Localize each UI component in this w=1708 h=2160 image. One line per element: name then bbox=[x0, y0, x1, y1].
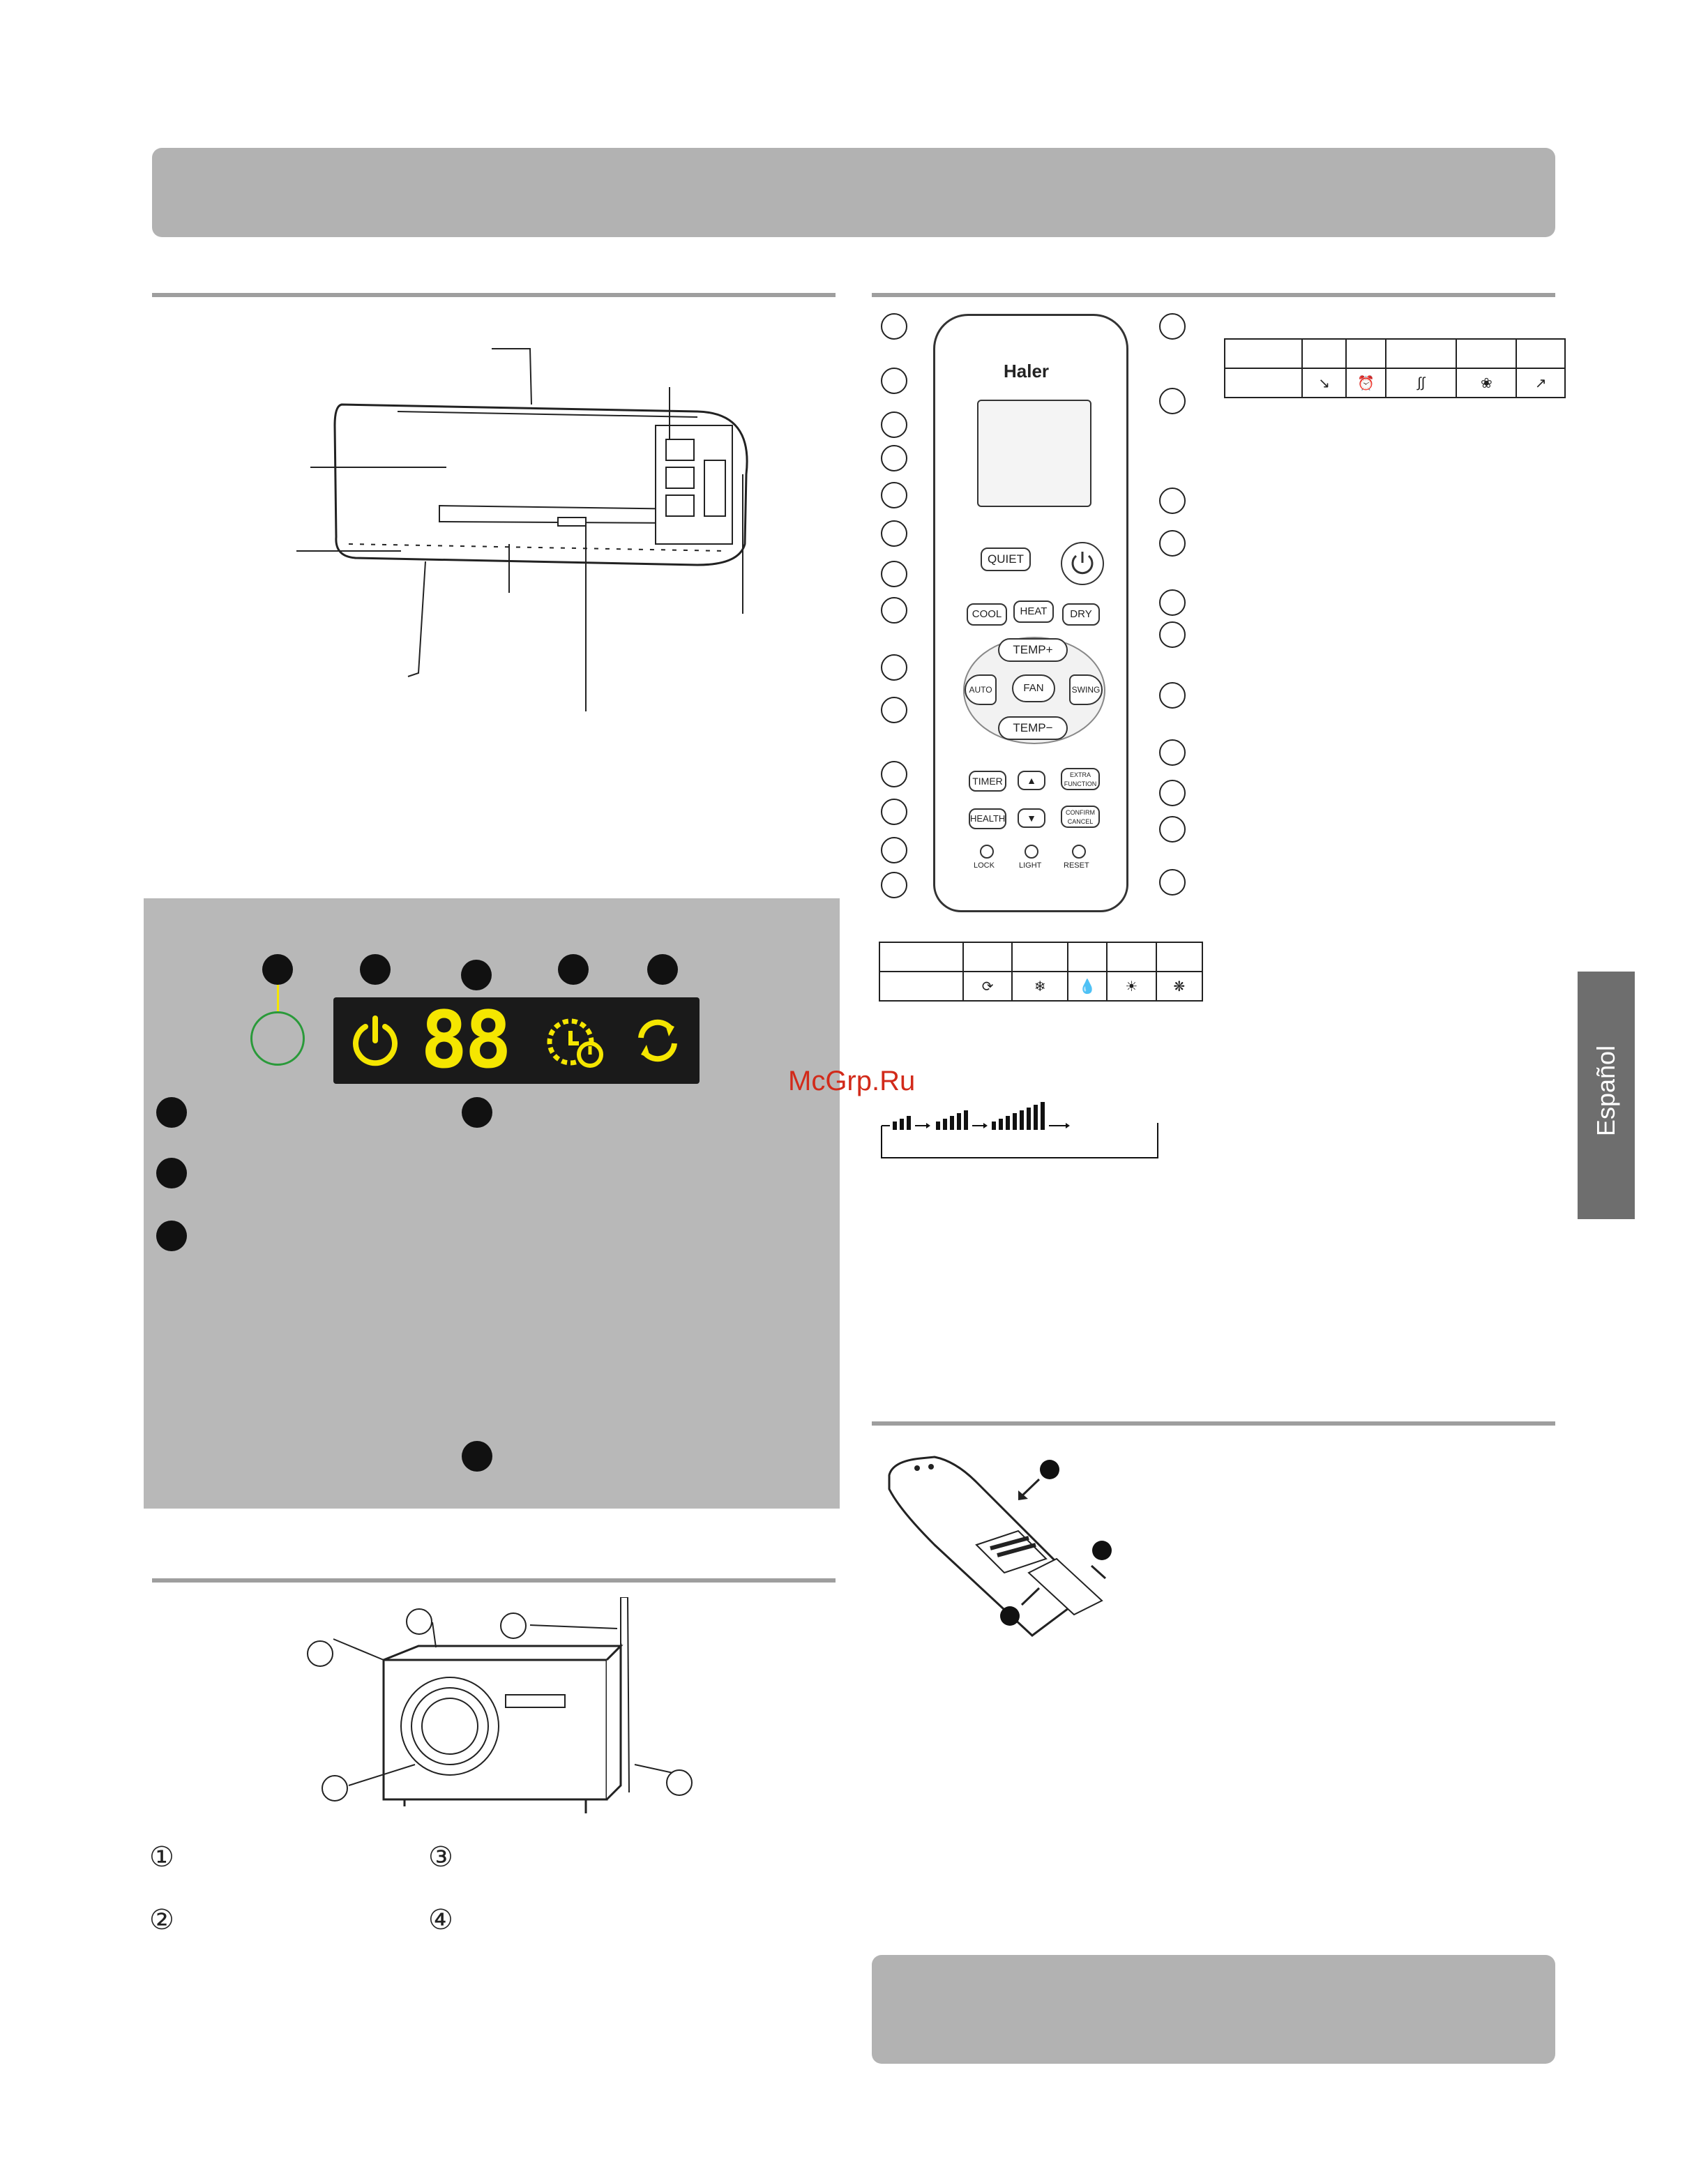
section-rule-battery bbox=[872, 1421, 1555, 1426]
remote-lcd bbox=[977, 400, 1091, 507]
auto-button[interactable]: AUTO bbox=[965, 674, 997, 705]
callout-circle bbox=[1159, 682, 1186, 709]
sleep-icon: ↘ bbox=[1302, 368, 1347, 398]
auto-mode-icon: ⟳ bbox=[963, 972, 1012, 1001]
side-tab-label: Español bbox=[1592, 1045, 1620, 1137]
callout-circle bbox=[1159, 388, 1186, 414]
up-arrow-button[interactable]: ▲ bbox=[1018, 771, 1045, 790]
extra-function-icon-table bbox=[1224, 338, 1566, 398]
callout-circle bbox=[881, 654, 907, 681]
mode-icon-table bbox=[879, 942, 1203, 1002]
callout-circle bbox=[1159, 313, 1186, 340]
heat-mode-icon: ☀ bbox=[1107, 972, 1156, 1001]
callout-circle bbox=[1159, 621, 1186, 648]
outdoor-legend-3: ③ bbox=[428, 1842, 453, 1873]
temp-plus-button[interactable]: TEMP+ bbox=[998, 638, 1068, 662]
callout-circle bbox=[1159, 488, 1186, 514]
timer-button[interactable]: TIMER bbox=[969, 771, 1006, 792]
fan-button[interactable]: FAN bbox=[1012, 674, 1055, 702]
health-button[interactable]: HEALTH bbox=[969, 808, 1006, 829]
callout-circle bbox=[666, 1769, 693, 1796]
fan-mode-icon: ❋ bbox=[1156, 972, 1202, 1001]
watermark: McGrp.Ru bbox=[788, 1066, 916, 1096]
callout-circle bbox=[881, 799, 907, 825]
callout-circle bbox=[1159, 530, 1186, 557]
fan-speed-diagram bbox=[872, 1095, 1165, 1165]
indicator-ring bbox=[250, 1011, 305, 1066]
confirm-cancel-button[interactable]: CONFIRM CANCEL bbox=[1061, 806, 1100, 828]
callout-circle bbox=[881, 872, 907, 898]
leaf-icon: ❀ bbox=[1456, 368, 1516, 398]
callout-dot bbox=[558, 954, 589, 985]
cool-button[interactable]: COOL bbox=[967, 603, 1007, 626]
cool-mode-icon: ❄ bbox=[1012, 972, 1068, 1001]
callout-circle bbox=[1159, 739, 1186, 766]
callout-circle bbox=[881, 520, 907, 547]
temp-minus-button[interactable]: TEMP− bbox=[998, 716, 1068, 740]
down-arrow-button[interactable]: ▼ bbox=[1018, 808, 1045, 828]
callout-circle bbox=[881, 368, 907, 394]
callout-circle bbox=[1159, 869, 1186, 896]
display-panel bbox=[144, 898, 840, 1509]
power-button[interactable] bbox=[1061, 542, 1104, 585]
callout-dot bbox=[156, 1221, 187, 1251]
led-display bbox=[333, 997, 700, 1084]
section-rule-indoor bbox=[152, 293, 836, 297]
remote-control bbox=[933, 314, 1128, 912]
callout-circle bbox=[881, 561, 907, 587]
callout-dot bbox=[156, 1158, 187, 1188]
remote-brand: Haler bbox=[1004, 361, 1050, 382]
callout-circle bbox=[1159, 816, 1186, 843]
heater-icon: ∫∫ bbox=[1386, 368, 1456, 398]
dry-button[interactable]: DRY bbox=[1062, 603, 1100, 626]
dry-mode-icon: 💧 bbox=[1068, 972, 1107, 1001]
lock-indicator[interactable] bbox=[980, 845, 994, 859]
refresh-icon bbox=[630, 1013, 686, 1068]
battery-insertion-drawing bbox=[879, 1433, 1158, 1642]
alarm-icon: ⏰ bbox=[1346, 368, 1386, 398]
callout-circle bbox=[881, 445, 907, 471]
top-banner bbox=[152, 148, 1555, 237]
callout-circle bbox=[881, 837, 907, 863]
timer-icon bbox=[543, 1010, 610, 1073]
callout-dot bbox=[462, 1441, 492, 1472]
callout-dot bbox=[462, 1097, 492, 1128]
callout-circle bbox=[1159, 589, 1186, 616]
callout-dot bbox=[262, 954, 293, 985]
reset-indicator[interactable] bbox=[1072, 845, 1086, 859]
swing-button[interactable]: SWING bbox=[1069, 674, 1103, 705]
callout-circle bbox=[500, 1613, 527, 1639]
power-icon bbox=[1062, 543, 1103, 584]
callout-circle bbox=[307, 1640, 333, 1667]
turbo-icon: ↗ bbox=[1516, 368, 1565, 398]
power-icon bbox=[347, 1013, 403, 1068]
callout-circle bbox=[881, 697, 907, 723]
callout-circle bbox=[322, 1775, 348, 1802]
reset-label: RESET bbox=[1064, 861, 1089, 870]
callout-dot bbox=[461, 960, 492, 990]
section-rule-remote bbox=[872, 293, 1555, 297]
quiet-button[interactable]: QUIET bbox=[981, 547, 1031, 571]
callout-circle bbox=[881, 482, 907, 508]
heat-button[interactable]: HEAT bbox=[1013, 601, 1054, 623]
outdoor-unit-drawing bbox=[293, 1597, 711, 1848]
callout-circle bbox=[881, 411, 907, 438]
outdoor-legend-1: ① bbox=[149, 1842, 174, 1873]
callout-circle bbox=[881, 761, 907, 787]
outdoor-legend-4: ④ bbox=[428, 1905, 453, 1935]
light-indicator[interactable] bbox=[1025, 845, 1038, 859]
callout-circle bbox=[881, 597, 907, 624]
callout-circle bbox=[881, 313, 907, 340]
callout-dot bbox=[156, 1097, 187, 1128]
temperature-digits: 88 bbox=[421, 995, 509, 1086]
callout-dot bbox=[647, 954, 678, 985]
outdoor-legend-2: ② bbox=[149, 1905, 174, 1935]
indoor-unit-drawing bbox=[279, 335, 781, 725]
extra-function-button[interactable]: EXTRA FUNCTION bbox=[1061, 768, 1100, 790]
language-side-tab bbox=[1578, 972, 1635, 1219]
callout-circle bbox=[406, 1608, 432, 1635]
lock-label: LOCK bbox=[974, 861, 995, 870]
bottom-banner bbox=[872, 1955, 1555, 2064]
indicator-ring-leader bbox=[277, 985, 279, 1013]
light-label: LIGHT bbox=[1019, 861, 1042, 870]
callout-circle bbox=[1159, 780, 1186, 806]
callout-dot bbox=[360, 954, 391, 985]
section-rule-outdoor bbox=[152, 1578, 836, 1583]
